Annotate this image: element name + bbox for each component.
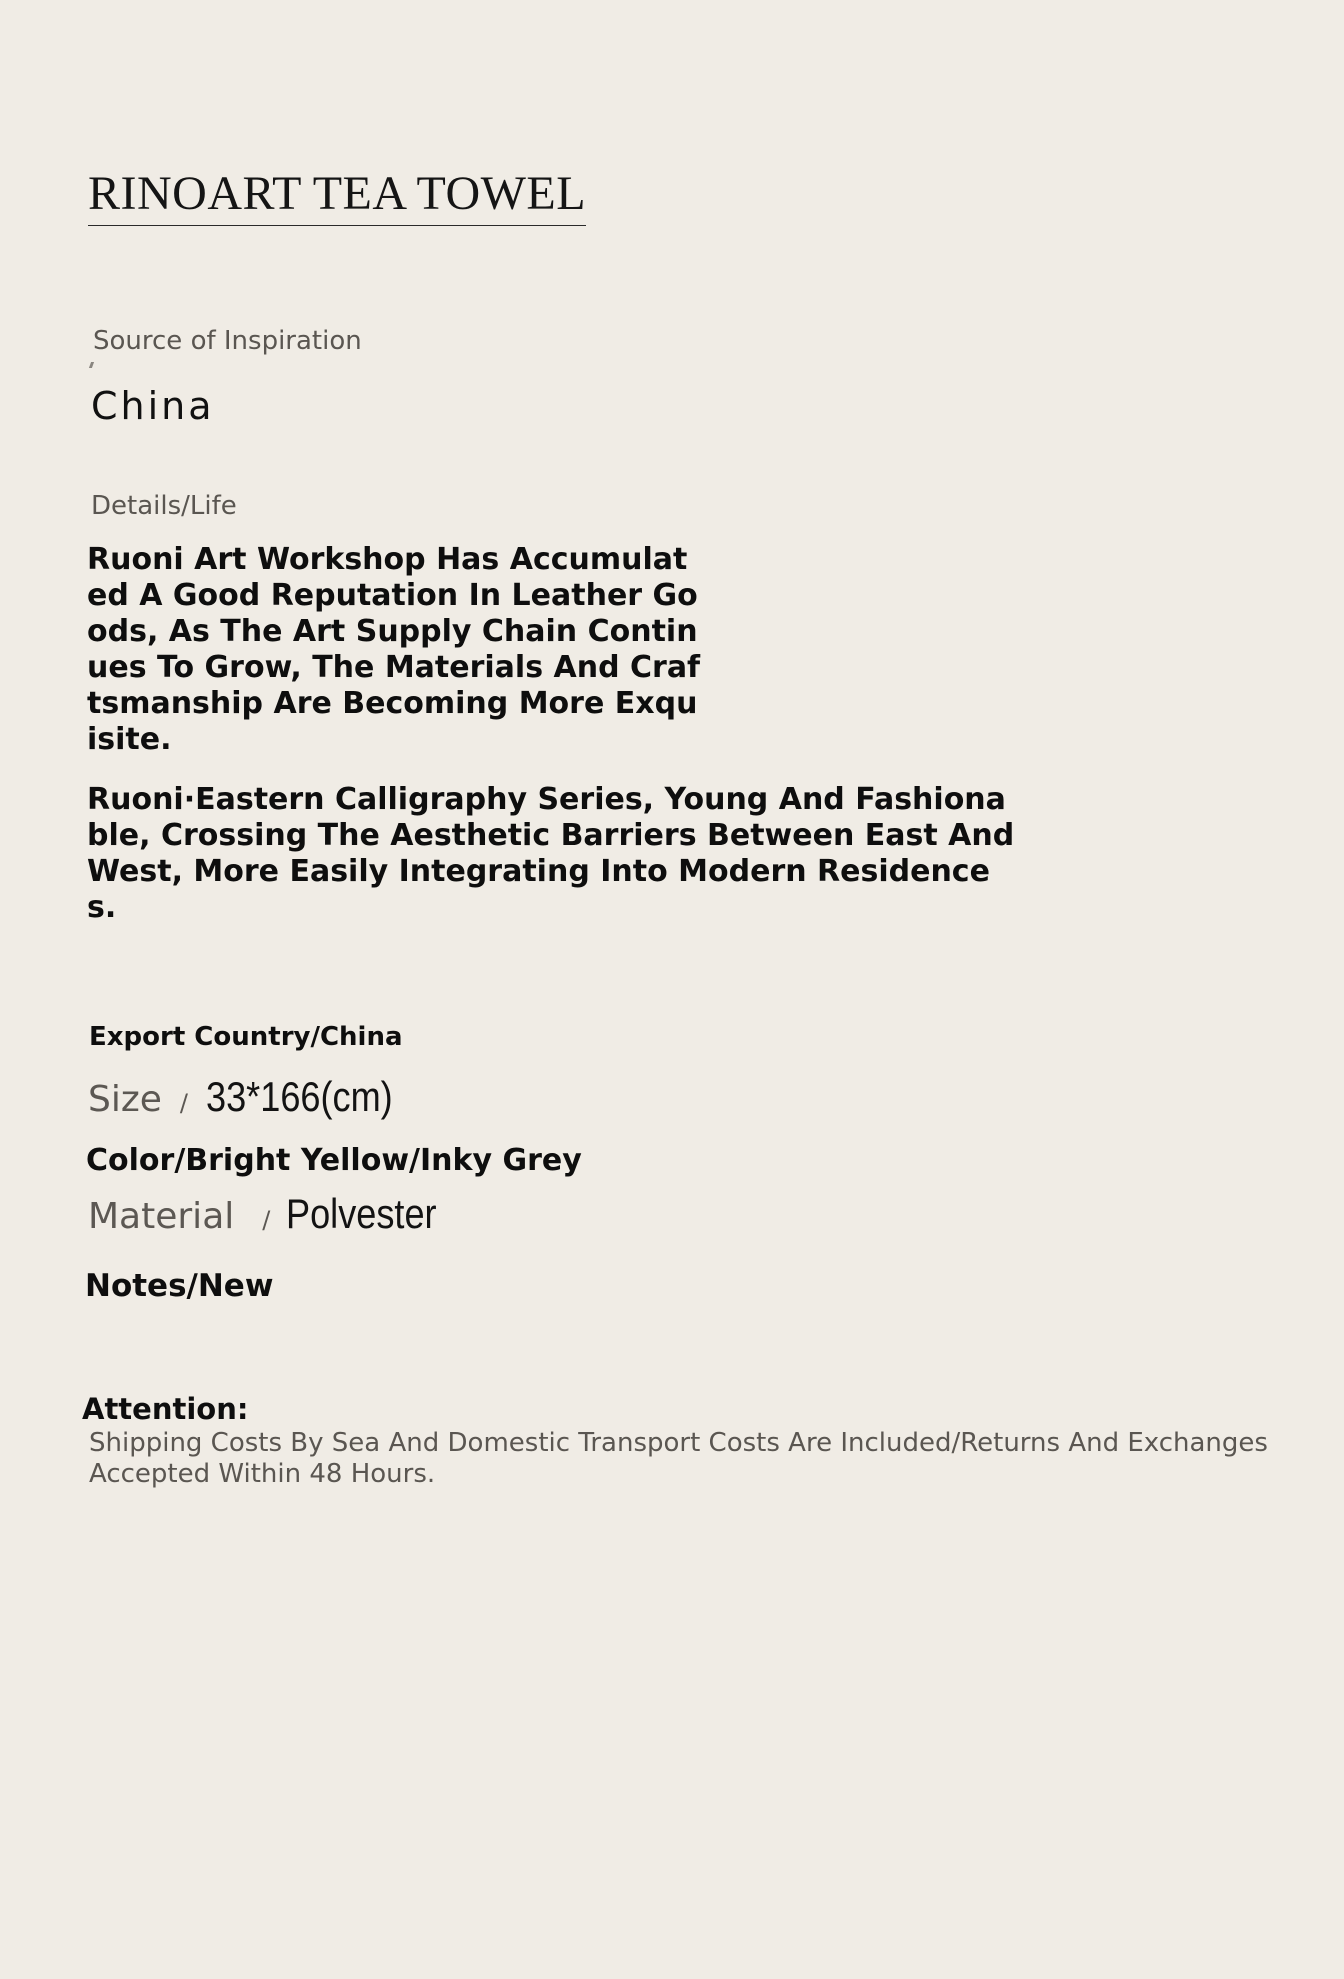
product-title: RINOART TEA TOWEL: [88, 166, 586, 226]
source-of-inspiration-value: China: [91, 384, 215, 428]
notes-spec: Notes/New: [85, 1268, 274, 1304]
size-separator: /: [179, 1089, 188, 1117]
details-label: Details/Life: [91, 491, 237, 521]
size-key: Size: [88, 1079, 162, 1120]
material-spec: [88, 1190, 461, 1238]
material-value: Polvester: [286, 1190, 437, 1237]
export-country-spec: Export Country/China: [89, 1022, 403, 1052]
source-of-inspiration-label: Source of Inspiration: [93, 326, 362, 356]
attention-text: Shipping Costs By Sea And Domestic Transport Costs Are Included/Returns And Exchanges Accepted Within 48 Hours.: [89, 1428, 1268, 1489]
details-paragraph-2: Ruoni·Eastern Calligraphy Series, Young And Fashionable, Crossing The Aesthetic Barriers Between East And West, More Easily Integrating Into Modern Residences.: [87, 782, 1015, 925]
material-separator: /: [262, 1206, 271, 1234]
color-spec: Color/Bright Yellow/Inky Grey: [86, 1143, 582, 1178]
size-spec: [88, 1073, 423, 1121]
size-value: 33*166(cm): [206, 1073, 393, 1120]
decorative-tick-mark: [89, 362, 94, 368]
details-paragraph-1: Ruoni Art Workshop Has Accumulated A Good Reputation In Leather Goods, As The Art Supply Chain Continues To Grow, The Materials And Craftsmanship Are Becoming More Exquisite.: [87, 542, 701, 757]
attention-label: Attention:: [82, 1392, 249, 1426]
material-key: Material: [88, 1196, 235, 1237]
